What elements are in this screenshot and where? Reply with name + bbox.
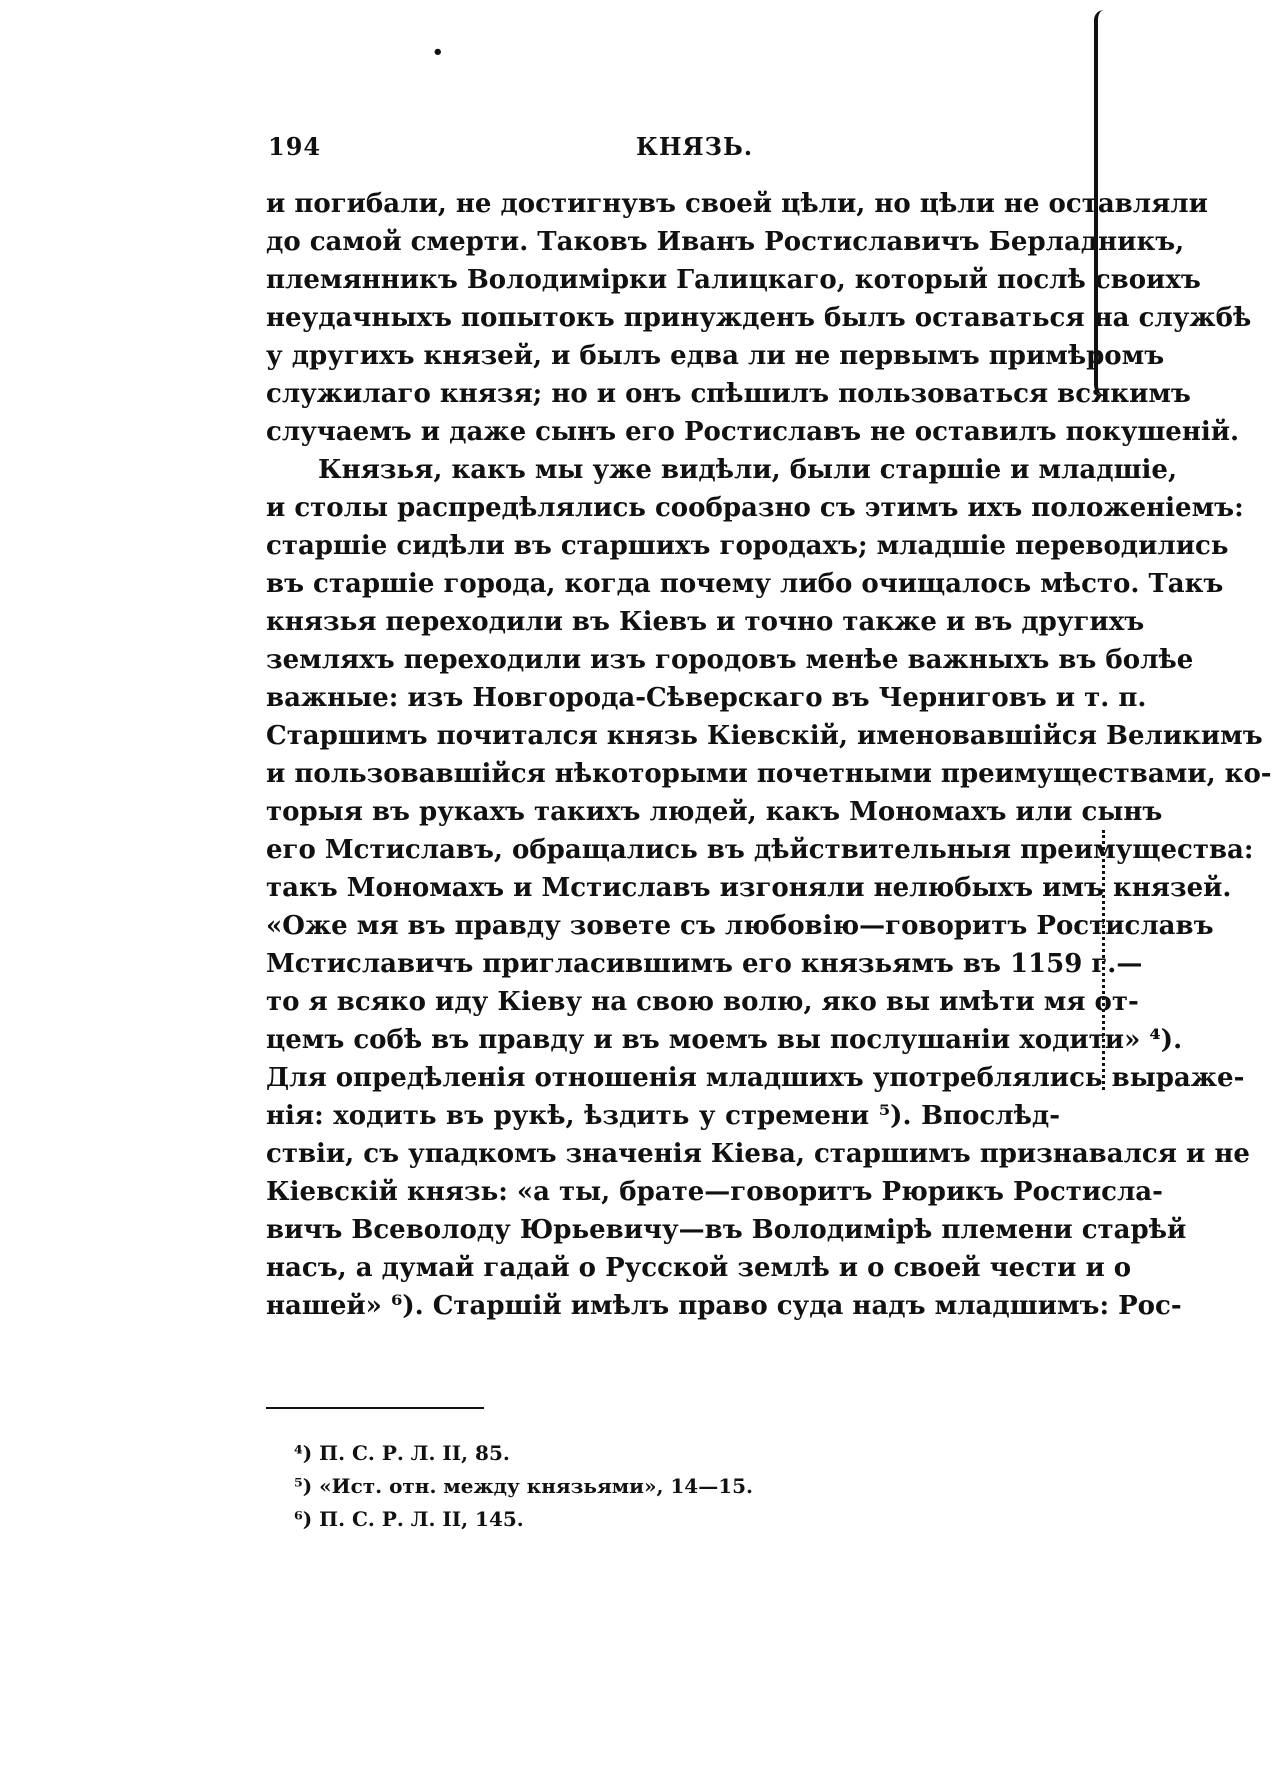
footnote-rule xyxy=(266,1407,484,1409)
body-line: Мстиславичъ пригласившимъ его князьямъ въ 1159 г.— xyxy=(266,949,1143,979)
page-edge xyxy=(1102,830,1111,1090)
body-line: то я всяко иду Кіеву на свою волю, яко вы имѣти мя от- xyxy=(266,987,1139,1017)
body-line: такъ Мономахъ и Мстиславъ изгоняли нелюбыхъ имъ князей. xyxy=(266,873,1232,903)
body-line: насъ, а думай гадай о Русской землѣ и о своей чести и о xyxy=(266,1253,1132,1283)
body-line: цемъ собѣ въ правду и въ моемъ вы послушаніи ходити» ⁴). xyxy=(266,1025,1183,1055)
footnotes xyxy=(294,1437,814,1536)
body-line: племянникъ Володимірки Галицкаго, который послѣ своихъ xyxy=(266,265,1201,295)
body-line: Кіевскій князь: «а ты, брате—говоритъ Рюрикъ Ростисла- xyxy=(266,1177,1163,1207)
body-line: важные: изъ Новгорода-Сѣверскаго въ Черниговъ и т. п. xyxy=(266,683,1147,713)
body-line: Князья, какъ мы уже видѣли, были старшіе и младшіе, xyxy=(318,455,1178,485)
body-line: Для опредѣленія отношенія младшихъ употреблялись выраже- xyxy=(266,1063,1245,1093)
body-line: «Оже мя въ правду зовете съ любовію—говоритъ Ростиславъ xyxy=(266,911,1214,941)
body-line: его Мстиславъ, обращались въ дѣйствительныя преимущества: xyxy=(266,835,1254,865)
body-text xyxy=(266,185,1272,1325)
body-line: и столы распредѣлялись сообразно съ этимъ ихъ положеніемъ: xyxy=(266,493,1244,523)
body-line: вичъ Всеволоду Юрьевичу—въ Володимірѣ племени старѣй xyxy=(266,1215,1187,1245)
running-head xyxy=(268,132,754,172)
body-line: ствіи, съ упадкомъ значенія Кіева, старшимъ признавался и не xyxy=(266,1139,1250,1169)
body-line: случаемъ и даже сынъ его Ростиславъ не оставилъ покушеній. xyxy=(266,417,1240,447)
body-line: служилаго князя; но и онъ спѣшилъ пользоваться всякимъ xyxy=(266,379,1191,409)
body-line: старшіе сидѣли въ старшихъ городахъ; младшіе переводились xyxy=(266,531,1229,561)
header-title: КНЯЗЬ. xyxy=(636,132,754,161)
body-line: торыя въ рукахъ такихъ людей, какъ Мономахъ или сынъ xyxy=(266,797,1163,827)
body-line: и погибали, не достигнувъ своей цѣли, но цѣли не оставляли xyxy=(266,189,1208,219)
body-line: въ старшіе города, когда почему либо очищалось мѣсто. Такъ xyxy=(266,569,1224,599)
body-line: до самой смерти. Таковъ Иванъ Ростиславичъ Берладникъ, xyxy=(266,227,1185,257)
body-line: у другихъ князей, и былъ едва ли не первымъ примѣромъ xyxy=(266,341,1165,371)
body-line: князья переходили въ Кіевъ и точно также и въ другихъ xyxy=(266,607,1145,637)
body-line: нія: ходить въ рукѣ, ѣздить у стремени ⁵). Впослѣд- xyxy=(266,1101,1060,1131)
page-mark: • xyxy=(432,42,444,63)
page-number: 194 xyxy=(268,132,322,161)
body-line: неудачныхъ попытокъ принужденъ былъ оставаться на службѣ xyxy=(266,303,1252,333)
page-edge xyxy=(1094,10,1104,395)
body-line: и пользовавшійся нѣкоторыми почетными преимуществами, ко- xyxy=(266,759,1272,789)
footnote: ⁶) П. С. Р. Л. II, 145. xyxy=(294,1507,524,1531)
body-line: Старшимъ почитался князь Кіевскій, именовавшійся Великимъ xyxy=(266,721,1263,751)
footnote: ⁴) П. С. Р. Л. II, 85. xyxy=(294,1441,510,1465)
footnote: ⁵) «Ист. отн. между князьями», 14—15. xyxy=(294,1474,753,1498)
body-line: земляхъ переходили изъ городовъ менѣе важныхъ въ болѣе xyxy=(266,645,1194,675)
body-line: нашей» ⁶). Старшій имѣлъ право суда надъ младшимъ: Рос- xyxy=(266,1291,1182,1321)
